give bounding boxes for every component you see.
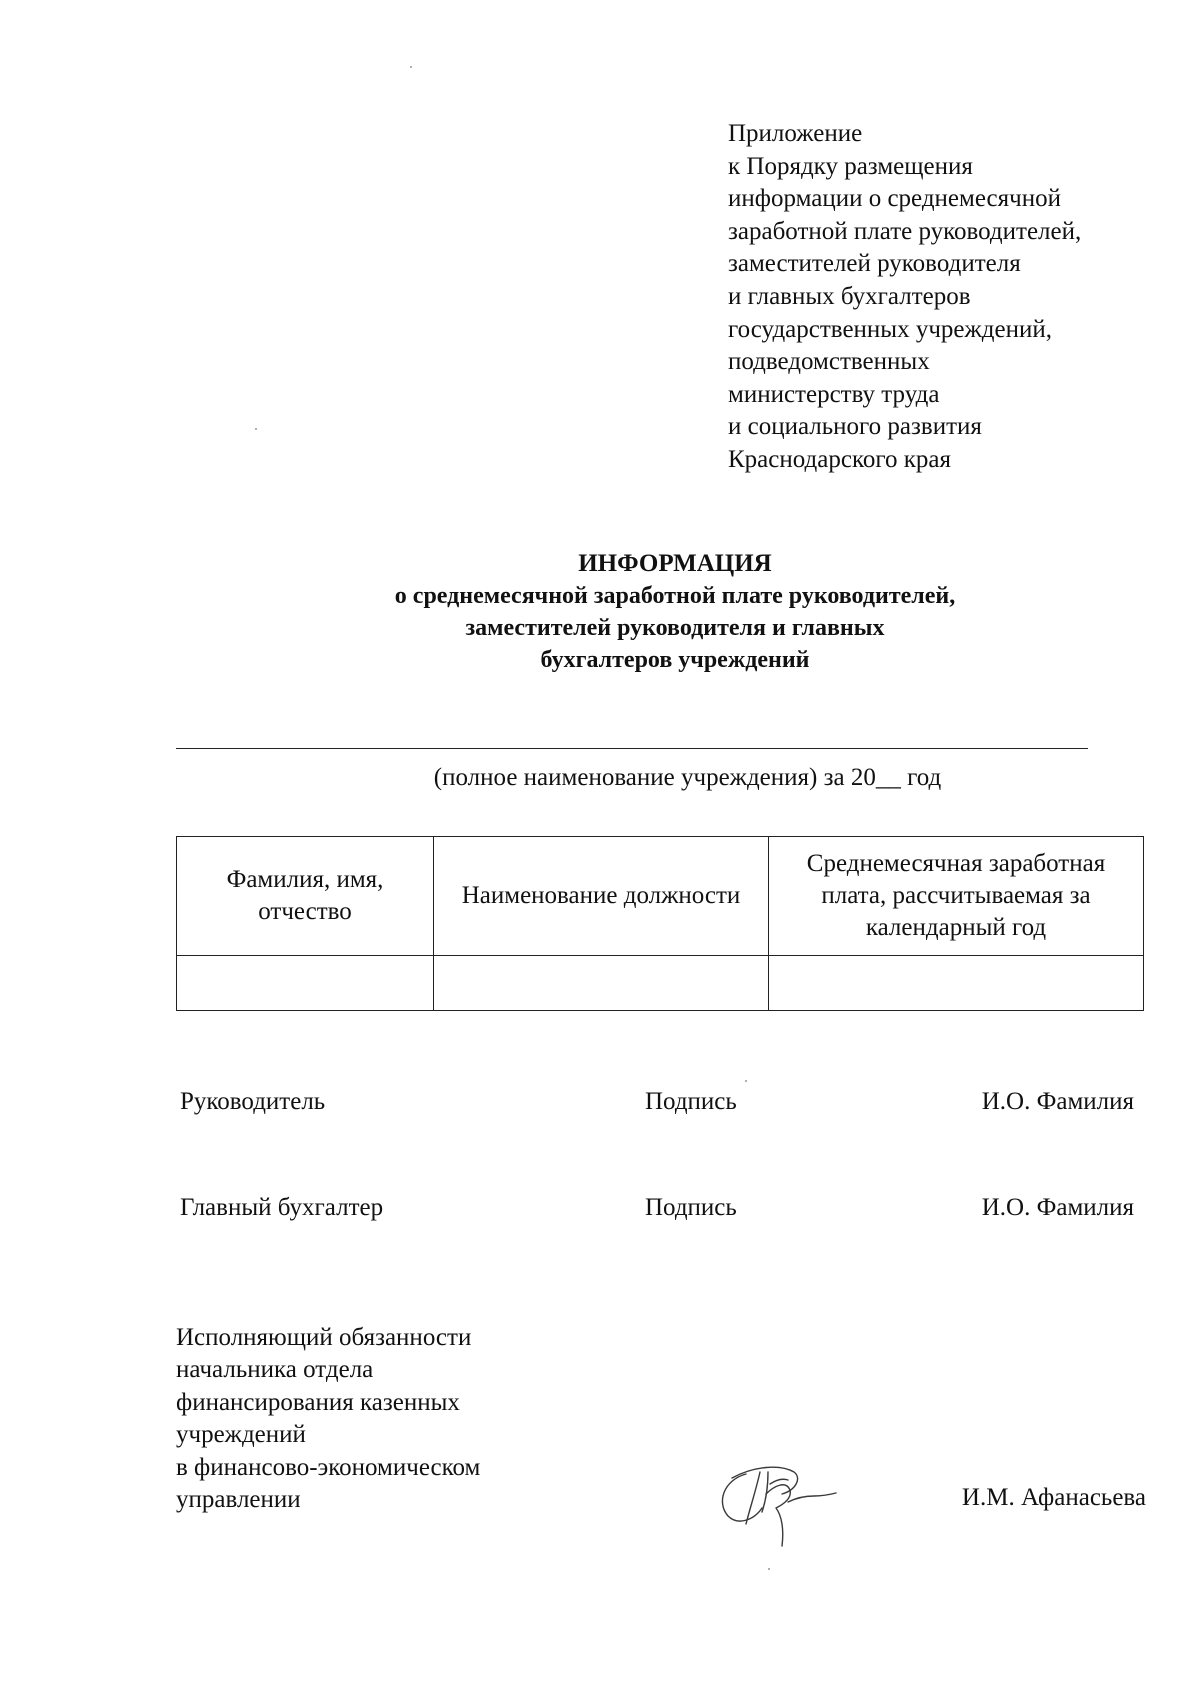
- table-cell-average-salary: [769, 956, 1144, 1011]
- title-line: о среднемесячной заработной плате руководителей,: [394, 583, 956, 609]
- signature-role: Главный бухгалтер: [180, 1194, 384, 1221]
- scan-speck: [745, 1080, 747, 1082]
- executor-position-line: начальника отдела: [176, 1356, 374, 1384]
- appendix-line: заработной плате руководителей,: [728, 217, 1082, 245]
- table-row: [177, 956, 1144, 1011]
- signature-name: И.О. Фамилия: [981, 1088, 1134, 1115]
- title-line: бухгалтеров учреждений: [540, 647, 810, 673]
- appendix-line: государственных учреждений,: [728, 315, 1052, 343]
- signature-placeholder: Подпись: [645, 1194, 737, 1221]
- header-full-name: Фамилия, имя, отчество: [177, 837, 434, 956]
- executor-position-line: управлении: [176, 1486, 301, 1514]
- scan-speck: [410, 66, 412, 68]
- executor-position-line: финансирования казенных: [176, 1388, 460, 1416]
- appendix-line: подведомственных: [728, 348, 930, 376]
- salary-table: [176, 836, 1144, 1011]
- appendix-line: заместителей руководителя: [728, 250, 1021, 278]
- executor-name: И.М. Афанасьева: [961, 1484, 1146, 1511]
- table-cell-full-name: [177, 956, 434, 1011]
- appendix-line: информации о среднемесячной: [728, 185, 1061, 213]
- signature-name: И.О. Фамилия: [981, 1194, 1134, 1221]
- header-average-salary: Среднемесячная заработная плата, рассчитываемая за календарный год: [769, 837, 1144, 956]
- title-main: ИНФОРМАЦИЯ: [578, 550, 772, 577]
- appendix-line: Приложение: [728, 120, 863, 147]
- executor-position: [176, 1322, 596, 1516]
- appendix-line: и главных бухгалтеров: [728, 282, 971, 310]
- institution-caption: (полное наименование учреждения) за 20__ год: [433, 764, 942, 791]
- executor-position-line: в финансово-экономическом: [176, 1453, 481, 1481]
- appendix-line: и социального развития: [728, 413, 982, 441]
- appendix-line: Краснодарского края: [728, 445, 951, 473]
- table-cell-position: [434, 956, 769, 1011]
- title-line: заместителей руководителя и главных: [465, 615, 885, 641]
- scan-speck: [255, 428, 257, 430]
- appendix-line: министерству труда: [728, 380, 940, 408]
- institution-name-line: [176, 748, 1088, 749]
- handwritten-signature: [710, 1450, 850, 1550]
- executor-position-line: Исполняющий обязанности: [176, 1324, 472, 1351]
- header-position: Наименование должности: [434, 837, 769, 956]
- executor-position-line: учреждений: [176, 1421, 306, 1449]
- document-title: [0, 548, 1200, 676]
- signature-placeholder: Подпись: [645, 1088, 737, 1115]
- signature-role: Руководитель: [180, 1088, 326, 1115]
- table-header-row: [177, 837, 1144, 956]
- appendix-line: к Порядку размещения: [728, 152, 973, 180]
- scan-speck: [768, 1568, 770, 1570]
- appendix-note: [728, 118, 1168, 477]
